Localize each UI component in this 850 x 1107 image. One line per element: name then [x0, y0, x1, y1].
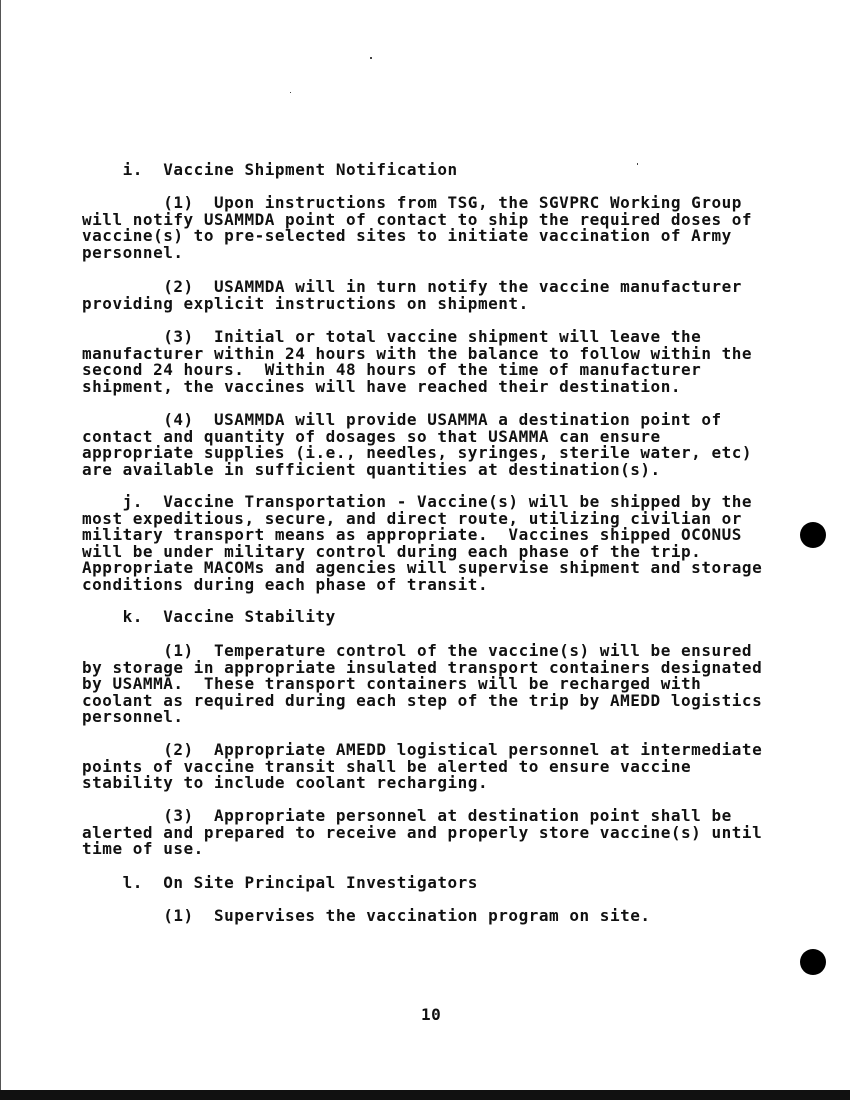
text-line: by USAMMA. These transport containers will be recharged with [82, 674, 702, 693]
scan-speck [370, 57, 372, 59]
scan-speck [637, 163, 638, 165]
text-line: (1) Upon instructions from TSG, the SGVPRC Working Group [82, 193, 742, 212]
text-line: second 24 hours. Within 48 hours of the time of manufacturer [82, 360, 702, 379]
text-line: coolant as required during each step of the trip by AMEDD logistics [82, 690, 763, 710]
text-line: alerted and prepared to receive and properly store vaccine(s) until [82, 822, 763, 842]
text-line: conditions during each phase of transit. [82, 574, 489, 594]
paragraph-k3 [82, 808, 762, 858]
paragraph-i4 [82, 412, 752, 478]
page-number: 10 [421, 1005, 442, 1024]
heading-k: k. Vaccine Stability [82, 607, 336, 626]
text-line: (1) Supervises the vaccination program on site. [82, 906, 651, 925]
text-line: personnel. [82, 242, 184, 262]
scan-edge [0, 0, 1, 1090]
paragraph-i1 [82, 195, 752, 261]
text-line: (3) Initial or total vaccine shipment will leave the [82, 327, 702, 346]
paragraph-j [82, 494, 762, 593]
text-line: will be under military control during each phase of the trip. [82, 541, 702, 561]
paragraph-k1 [82, 643, 762, 726]
text-line: providing explicit instructions on shipment. [82, 293, 529, 313]
text-line: by storage in appropriate insulated transport containers designated [82, 657, 763, 677]
text-line: (1) Temperature control of the vaccine(s) will be ensured [82, 641, 753, 660]
text-line: military transport means as appropriate. Vaccines shipped OCONUS [82, 525, 742, 544]
paragraph-l1 [82, 908, 651, 925]
binder-hole [800, 522, 826, 548]
text-line: time of use. [82, 839, 204, 858]
paragraph-i3 [82, 329, 752, 395]
text-line: manufacturer within 24 hours with the balance to follow within the [82, 343, 753, 363]
text-line: most expeditious, secure, and direct route, utilizing civilian or [82, 508, 742, 528]
text-line: will notify USAMMDA point of contact to ship the required doses of [82, 209, 753, 229]
text-line: Appropriate MACOMs and agencies will supervise shipment and storage [82, 558, 763, 577]
text-line: points of vaccine transit shall be alerted to ensure vaccine [82, 756, 692, 776]
text-line: (3) Appropriate personnel at destination point shall be [82, 806, 732, 825]
text-line: (2) USAMMDA will in turn notify the vaccine manufacturer [82, 277, 742, 296]
text-line: are available in sufficient quantities at destination(s). [82, 459, 661, 479]
text-line: (2) Appropriate AMEDD logistical personnel at intermediate [82, 740, 763, 759]
scan-bottom-edge [0, 1090, 850, 1100]
text-line: appropriate supplies (i.e., needles, syringes, sterile water, etc) [82, 443, 753, 462]
text-line: stability to include coolant recharging. [82, 773, 489, 792]
text-line: personnel. [82, 707, 184, 726]
scan-speck [290, 92, 291, 93]
binder-hole [800, 949, 826, 975]
text-line: (4) USAMMDA will provide USAMMA a destination point of [82, 410, 722, 429]
text-line: vaccine(s) to pre-selected sites to initiate vaccination of Army [82, 226, 732, 245]
heading-i: i. Vaccine Shipment Notification [82, 160, 458, 179]
paragraph-k2 [82, 742, 762, 792]
text-line: contact and quantity of dosages so that USAMMA can ensure [82, 426, 661, 446]
text-line: j. Vaccine Transportation - Vaccine(s) will be shipped by the [82, 492, 753, 511]
text-line: shipment, the vaccines will have reached their destination. [82, 376, 682, 396]
heading-l: l. On Site Principal Investigators [82, 873, 478, 892]
paragraph-i2 [82, 279, 742, 312]
